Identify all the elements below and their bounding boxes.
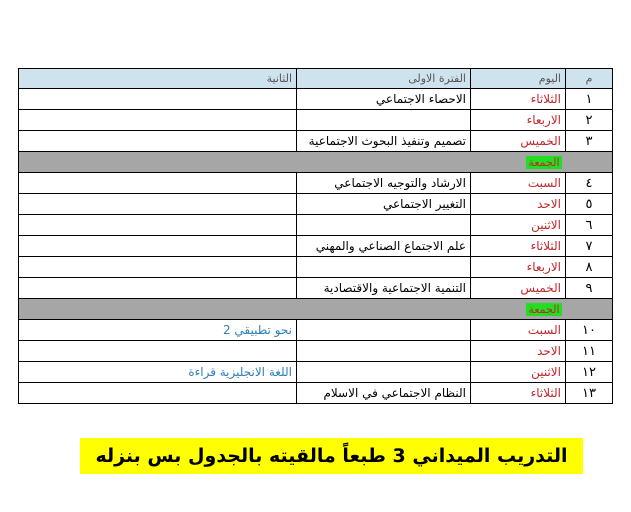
row-day: الاثنين [471,215,566,236]
row-second-period [19,194,297,215]
friday-label: الجمعة [528,156,560,169]
row-first-period [297,110,471,131]
row-second-period: اللغة الانجليزية قراءة [19,362,297,383]
row-day: السبت [471,173,566,194]
row-second-period [19,236,297,257]
row-number: ٢ [566,110,613,131]
row-first-period [297,341,471,362]
schedule-row [19,236,613,257]
row-day: الخميس [471,278,566,299]
row-first-period [297,215,471,236]
schedule-row [19,194,613,215]
row-second-period [19,383,297,404]
row-number: ٤ [566,173,613,194]
friday-cell [19,299,566,320]
row-day: الثلاثاء [471,236,566,257]
friday-separator-row [19,152,613,173]
header-day: اليوم [471,69,566,89]
row-first-period [297,257,471,278]
schedule-row [19,278,613,299]
row-day: الثلاثاء [471,383,566,404]
row-day: الثلاثاء [471,89,566,110]
row-number: ٧ [566,236,613,257]
friday-cell [19,152,566,173]
schedule-row [19,131,613,152]
row-day: الاحد [471,341,566,362]
schedule-row [19,173,613,194]
row-first-period: تصميم وتنفيذ البحوث الاجتماعية [297,131,471,152]
row-day: الاثنين [471,362,566,383]
header-num: م [566,69,613,89]
row-second-period [19,257,297,278]
friday-separator-row [19,299,613,320]
row-first-period: التنمية الاجتماعية والاقتصادية [297,278,471,299]
row-number: ٩ [566,278,613,299]
row-number: ١١ [566,341,613,362]
row-day: الاربعاء [471,257,566,278]
row-first-period: التغيير الاجتماعي [297,194,471,215]
schedule-row [19,215,613,236]
schedule-body [19,89,613,404]
row-day: الاربعاء [471,110,566,131]
schedule-row [19,110,613,131]
row-number: ١ [566,89,613,110]
row-number: ٦ [566,215,613,236]
row-number: ١٢ [566,362,613,383]
friday-num-cell [566,152,613,173]
row-day: السبت [471,320,566,341]
schedule-row [19,320,613,341]
header-row [19,69,613,89]
schedule-row [19,341,613,362]
row-second-period [19,278,297,299]
row-first-period [297,320,471,341]
row-number: ١٣ [566,383,613,404]
row-first-period: الارشاد والتوجيه الاجتماعي [297,173,471,194]
row-first-period [297,362,471,383]
row-number: ٣ [566,131,613,152]
row-first-period: علم الاجتماع الصناعي والمهني [297,236,471,257]
friday-num-cell [566,299,613,320]
row-day: الخميس [471,131,566,152]
row-number: ٥ [566,194,613,215]
row-second-period [19,173,297,194]
header-second-period: الثانية [19,69,297,89]
row-number: ٨ [566,257,613,278]
row-day: الاحد [471,194,566,215]
row-second-period [19,341,297,362]
row-second-period [19,89,297,110]
row-number: ١٠ [566,320,613,341]
row-first-period: النظام الاجتماعي في الاسلام [297,383,471,404]
header-first-period: الفترة الاولى [297,69,471,89]
row-second-period [19,215,297,236]
schedule-row [19,257,613,278]
row-first-period: الاحصاء الاجتماعي [297,89,471,110]
schedule-row [19,383,613,404]
friday-label: الجمعة [528,303,560,316]
schedule-row [19,362,613,383]
schedule-row [19,89,613,110]
schedule-table [18,68,613,404]
row-second-period [19,110,297,131]
row-second-period [19,131,297,152]
row-second-period: نحو تطبيقي 2 [19,320,297,341]
note-banner: التدريب الميداني 3 طبعاً مالقيته بالجدول بس بنزله [80,438,583,474]
